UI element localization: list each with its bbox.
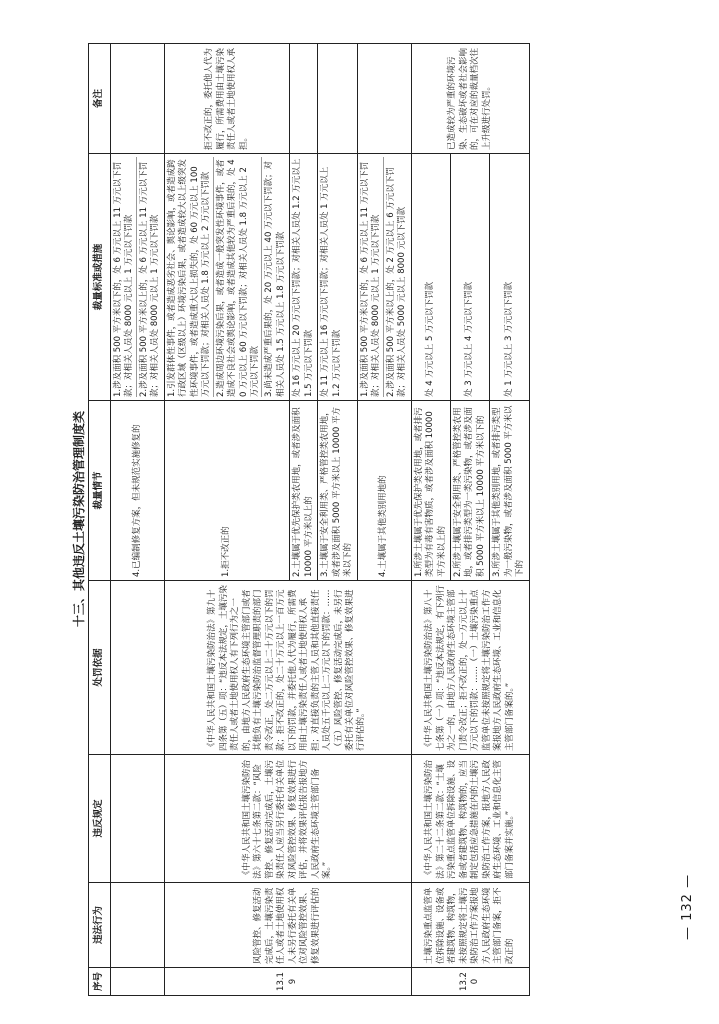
basis-cell: 《中华人民共和国土壤污染防治法》第九十四条第（五）项：“违反本法规定，土壤污染责任人或者土地使用权人有下列行为之一的，由地方人民政府生态环境主管部门或者其他负有土壤污染防治监督管理职责的部门责令改正，处二万元以上二十万元以下的罚款；拒不改正的，处二十万元以上一百万元以下的罚款，并委托他人代为履行，所需费用由土壤污染责任人或者土地使用权人承担；对直接负责的主管人员和其他直接责任人员处五千元以上二万元以下的罚款：……（五）风险管控、修复活动完成后，未另行委托有关单位对风险管控效果、修复效果进行评估的。”	[164, 581, 411, 755]
circumstance-cell: 1.拒不改正的	[164, 401, 290, 581]
violation-cell: 土壤污染重点监管单位拆除设施、设备或者建筑物、构筑物，未按照规定将土壤污染防治工作方案报地方人民政府生态环境主管部门备案，拒不改正的	[411, 883, 529, 968]
circumstance-cell: 1.所涉土壤属于优先保护类农用地，或者排污类型为有毒有害物质，或者涉及面积 10000 平方米以上的	[411, 401, 450, 581]
standard-item: 1.涉及面积 500 平方米以下的，处 6 万元以上 11 万元以下罚款；对相关人员处 8000 元以上 1 万元以下罚款	[360, 157, 384, 397]
standard-cell: 处 4 万元以上 5 万元以下罚款	[411, 154, 450, 401]
remark-cell: 拒不改正的，委托他人代为履行，所需费用由土壤污染责任人或者土地使用权人承担。	[164, 44, 290, 154]
row-seq: 13.19	[164, 968, 411, 996]
table-row-13-19	[164, 44, 290, 996]
rule-cell: 《中华人民共和国土壤污染防治法》第六十七条第二款：“风险管控、修复活动完成后，土壤污染责任人应当另行委托有关单位对风险管控效果、修复效果进行评估，并将效果评估报告报地方人民政府生态环境主管部门备案。”	[164, 755, 411, 883]
header-circumstance: 裁量情节	[89, 401, 111, 581]
penalty-table	[88, 43, 530, 996]
standard-cell: 处 16 万元以上 20 万元以下罚款；对相关人员处 1.2 万元以上 1.5 万元以下罚款	[290, 154, 318, 401]
table-row-prev	[110, 44, 164, 996]
header-basis: 处罚依据	[89, 581, 111, 755]
header-row	[89, 44, 111, 996]
row-seq: 13.20	[411, 968, 529, 996]
standard-cell: 处 1 万元以上 3 万元以下罚款	[490, 154, 529, 401]
basis-cell: 《中华人民共和国土壤污染防治法》第八十七条第（一）项：“违反本法规定，有下列行为之一的，由地方人民政府生态环境主管部门责令改正；拒不改正的，处一万元以上十万元以下的罚款：……（一）土壤污染重点监管单位未按照规定将土壤污染防治工作方案报地方人民政府生态环境、工业和信息化主管部门备案的。”	[411, 581, 529, 755]
standard-item: 1.引发群体性事件，或者造成恶劣社会、舆论影响，或者造成跨行政区域（区级以上）环境污染后果，或者造成较大以上级突发性环境事件，或者造成重大以上损失的，处 60 万元以上 100 万元以下罚款；对相关人员处 1.8 万元以上 2 万元以下罚款	[167, 157, 214, 397]
circumstance-cell: 3.所涉土壤属于其他类别用地，或者排污类型为一般污染物，或者涉及面积 5000 平方米以下的	[490, 401, 529, 581]
standard-cell	[110, 154, 164, 401]
standard-item: 1.涉及面积 500 平方米以下的，处 6 万元以上 11 万元以下罚款；对相关人员处 8000 元以上 1 万元以下罚款	[113, 157, 137, 397]
table-row-13-20	[411, 44, 450, 996]
page-number: — 132 —	[680, 873, 695, 940]
header-seq: 序号	[89, 968, 111, 996]
circumstance-cell: 2.所涉土壤属于安全利用类、严格管控类农用地，或者排污类型为一类污染物，或者涉及面积 5000 平方米以上 10000 平方米以下的	[451, 401, 490, 581]
header-standard: 裁量标准或措施	[89, 154, 111, 401]
standard-cell: 处 3 万元以上 4 万元以下罚款	[451, 154, 490, 401]
standard-cell	[357, 154, 411, 401]
standard-item: 3.尚未造成严重后果的，处 20 万元以上 40 万元以下罚款；对相关人员处 1.5 万元以上 1.8 万元以下罚款	[264, 160, 286, 397]
circumstance-cell: 4.土壤属于其他类别用地的	[357, 401, 411, 581]
standard-cell	[164, 154, 290, 401]
standard-item: 2.涉及面积 500 平方米以上的，处 6 万元以上 11 万元以下罚款；对相关人员处 8000 元以上 1 万元以下罚款	[138, 161, 161, 397]
rule-cell: 《中华人民共和国土壤污染防治法》第二十二条第二款：“土壤污染重点监管单位拆除设施、设备或者建筑物、构筑物的，应当制定包括应急措施在内的土壤污染防治工作方案，报地方人民政府生态环境、工业和信息化主管部门备案并实施。”	[411, 755, 529, 883]
circumstance-cell: 2.土壤属于优先保护类农用地，或者涉及面积 10000 平方米以上的	[290, 401, 318, 581]
standard-item: 2.造成周边环境污染后果，或者造成一般突发性环境事件，或者造成不良社会或舆论影响，或者造成其他较为严重后果的，处 40 万元以上 60 万元以下罚款；对相关人员处 1.8 万元以上 2 万元以下罚款	[216, 157, 263, 397]
violation-cell: 风险管控、修复活动完成后，土壤污染责任人或者土地使用权人未另行委托有关单位对风险管控效果、修复效果进行评估的	[164, 883, 411, 968]
header-act: 违法行为	[89, 883, 111, 968]
header-remark: 备注	[89, 44, 111, 154]
circumstance-cell: 4.已编制修复方案，但未规范实施修复的	[110, 401, 164, 581]
remark-cell: 已造成较为严重的环境污染、生态破坏或者社会影响的，可在对应的裁量档次往上升级进行处罚。	[411, 44, 529, 154]
header-rule: 违反规定	[89, 755, 111, 883]
table-title: 十三、其他违反土壤污染防治管理制度类	[72, 411, 86, 628]
standard-cell: 处 11 万元以上 16 万元以下罚款；对相关人员处 1 万元以上 1.2 万元以下罚款	[318, 154, 357, 401]
circumstance-cell: 3.土壤属于安全利用类、严格管控类农用地，或者涉及面积 5000 平方米以上 10000 平方米以下的	[318, 401, 357, 581]
standard-item: 2.涉及面积 500 平方米以上的，处 2 万元以上 6 万元以下罚款；对相关人员处 5000 元以上 8000 元以下罚款	[385, 167, 408, 397]
